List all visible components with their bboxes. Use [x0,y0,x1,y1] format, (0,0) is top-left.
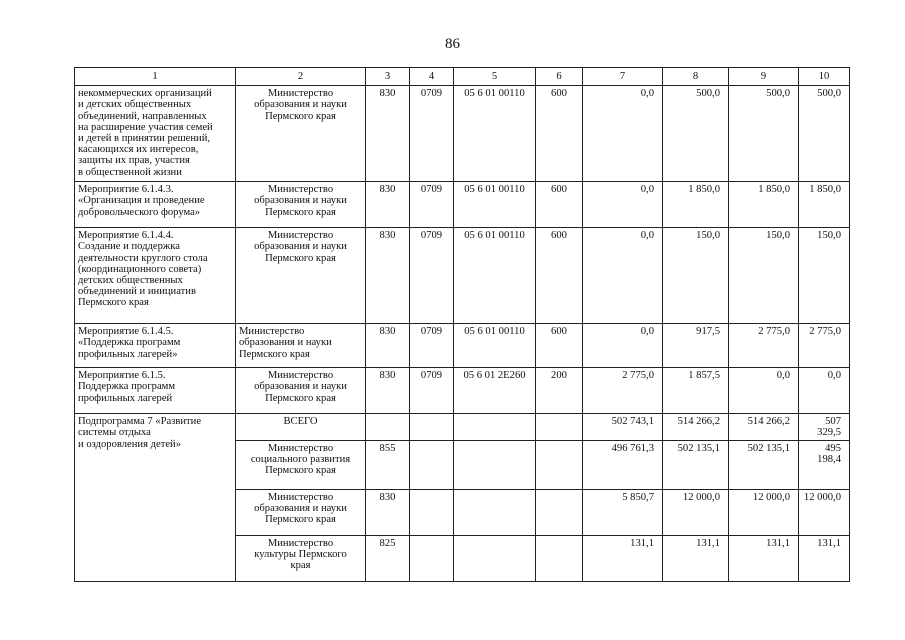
column-header: 4 [410,68,454,86]
code-cell [536,535,583,581]
activity-name: Мероприятие 6.1.4.4. Создание и поддержка деятельности круглого стола (координационного совета) детских общественных объединений и инициатив Пермского края [75,228,236,324]
table-row [75,414,850,440]
code-cell [536,440,583,489]
column-header: 8 [663,68,729,86]
amount-cell: 131,1 [583,535,663,581]
code-cell: 830 [366,228,410,324]
code-cell: 600 [536,228,583,324]
ministry-name: Министерство образования и науки Пермского края [236,182,366,228]
amount-cell: 500,0 [729,86,799,182]
code-cell: 0709 [410,86,454,182]
code-cell: 200 [536,368,583,414]
amount-cell: 150,0 [799,228,850,324]
code-cell [536,414,583,440]
code-cell: 830 [366,86,410,182]
amount-cell: 502 135,1 [729,440,799,489]
ministry-name: Министерство образования и науки Пермского края [236,228,366,324]
amount-cell: 131,1 [729,535,799,581]
table-row [75,182,850,228]
amount-cell: 0,0 [799,368,850,414]
amount-cell: 5 850,7 [583,489,663,535]
code-cell [410,489,454,535]
activity-name: некоммерческих организаций и детских общественных объединений, направленных на расширение участия семей и детей в принятии решений, касающихся их интересов, защиты их прав, участия в общественной жизни [75,86,236,182]
activity-name: Мероприятие 6.1.4.3. «Организация и проведение добровольческого форума» [75,182,236,228]
amount-cell: 150,0 [663,228,729,324]
code-cell: 825 [366,535,410,581]
amount-cell: 495 198,4 [799,440,850,489]
amount-cell: 0,0 [583,182,663,228]
ministry-name: Министерство социального развития Пермского края [236,440,366,489]
code-cell [454,489,536,535]
code-cell [454,414,536,440]
code-cell [410,440,454,489]
amount-cell: 507 329,5 [799,414,850,440]
activity-name: Мероприятие 6.1.4.5. «Поддержка программ профильных лагерей» [75,324,236,368]
code-cell: 0709 [410,324,454,368]
column-header: 10 [799,68,850,86]
code-cell: 05 6 01 00110 [454,324,536,368]
amount-cell: 502 135,1 [663,440,729,489]
amount-cell: 1 850,0 [729,182,799,228]
ministry-name: Министерство культуры Пермского края [236,535,366,581]
code-cell: 830 [366,182,410,228]
code-cell: 0709 [410,368,454,414]
column-header: 5 [454,68,536,86]
code-cell: 600 [536,324,583,368]
code-cell: 600 [536,182,583,228]
amount-cell: 2 775,0 [799,324,850,368]
code-cell [454,440,536,489]
ministry-name: Министерство образования и науки Пермского края [236,324,366,368]
amount-cell: 12 000,0 [729,489,799,535]
amount-cell: 496 761,3 [583,440,663,489]
column-header: 6 [536,68,583,86]
table-row [75,324,850,368]
amount-cell: 500,0 [799,86,850,182]
header-row [75,68,850,86]
ministry-name: Министерство образования и науки Пермского края [236,86,366,182]
column-header: 7 [583,68,663,86]
amount-cell: 2 775,0 [583,368,663,414]
code-cell: 0709 [410,228,454,324]
ministry-name: Министерство образования и науки Пермского края [236,368,366,414]
amount-cell: 514 266,2 [663,414,729,440]
code-cell: 0709 [410,182,454,228]
amount-cell: 150,0 [729,228,799,324]
column-header: 9 [729,68,799,86]
table-row [75,368,850,414]
amount-cell: 917,5 [663,324,729,368]
budget-table [74,67,850,582]
amount-cell: 514 266,2 [729,414,799,440]
amount-cell: 12 000,0 [799,489,850,535]
table-row [75,86,850,182]
code-cell: 05 6 01 00110 [454,86,536,182]
code-cell: 05 6 01 00110 [454,182,536,228]
amount-cell: 0,0 [729,368,799,414]
code-cell: 05 6 01 00110 [454,228,536,324]
code-cell: 600 [536,86,583,182]
amount-cell: 131,1 [799,535,850,581]
page-number: 86 [445,36,460,52]
subprogram-name: Подпрограмма 7 «Развитие системы отдыха и оздоровления детей» [75,414,236,581]
amount-cell: 1 850,0 [663,182,729,228]
code-cell [536,489,583,535]
code-cell: 830 [366,368,410,414]
column-header: 3 [366,68,410,86]
code-cell [366,414,410,440]
amount-cell: 1 850,0 [799,182,850,228]
code-cell: 855 [366,440,410,489]
ministry-name: Министерство образования и науки Пермского края [236,489,366,535]
amount-cell: 2 775,0 [729,324,799,368]
code-cell: 05 6 01 2Е260 [454,368,536,414]
column-header: 1 [75,68,236,86]
amount-cell: 502 743,1 [583,414,663,440]
code-cell: 830 [366,324,410,368]
code-cell [410,414,454,440]
code-cell: 830 [366,489,410,535]
code-cell [454,535,536,581]
amount-cell: 500,0 [663,86,729,182]
amount-cell: 0,0 [583,228,663,324]
amount-cell: 0,0 [583,86,663,182]
code-cell [410,535,454,581]
amount-cell: 1 857,5 [663,368,729,414]
amount-cell: 0,0 [583,324,663,368]
amount-cell: 12 000,0 [663,489,729,535]
column-header: 2 [236,68,366,86]
amount-cell: 131,1 [663,535,729,581]
activity-name: Мероприятие 6.1.5. Поддержка программ профильных лагерей [75,368,236,414]
table-row [75,228,850,324]
total-label: ВСЕГО [236,414,366,440]
